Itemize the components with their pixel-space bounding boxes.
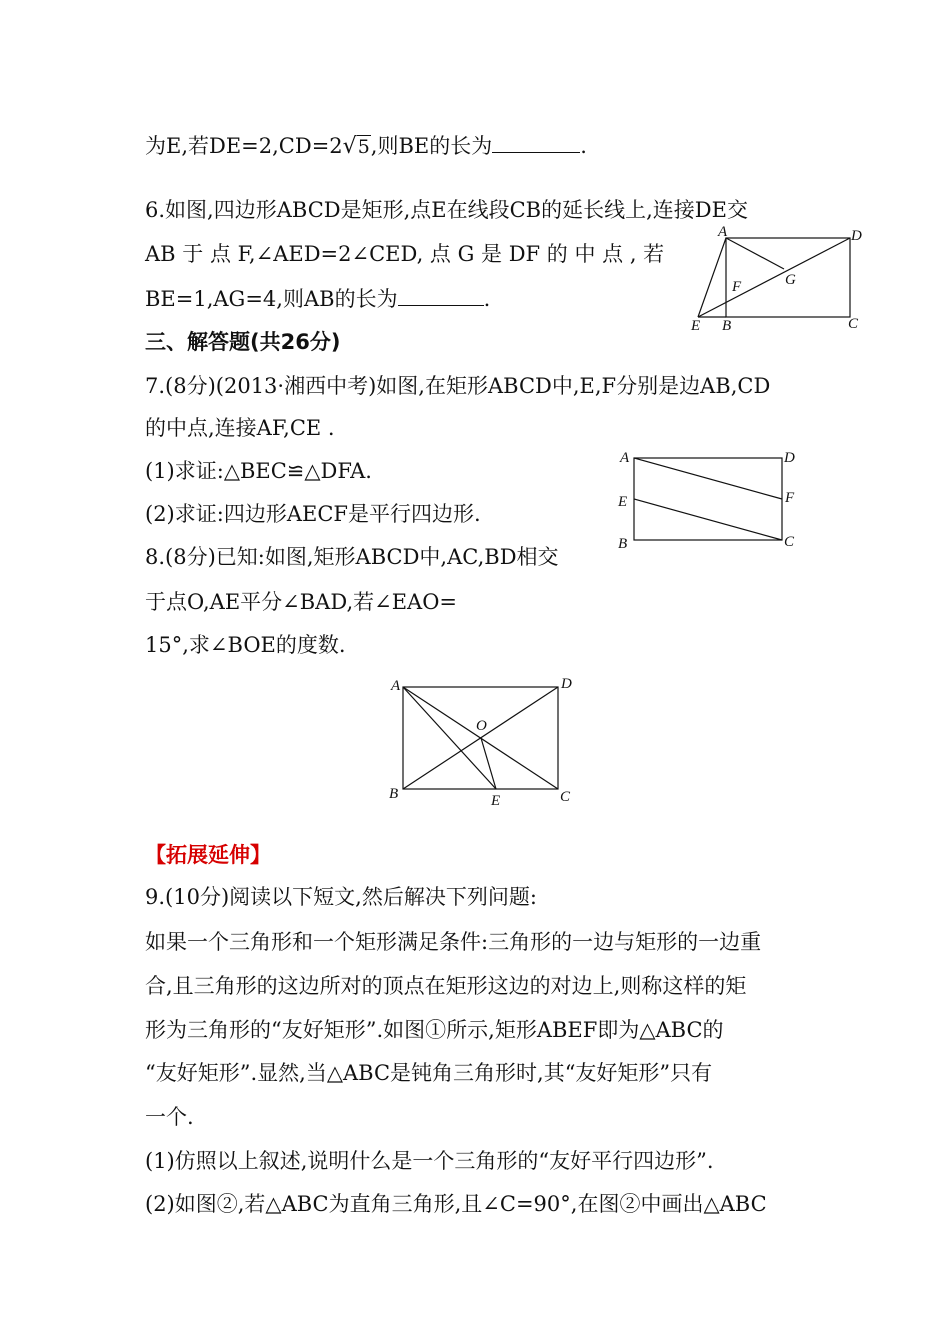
q7-figure bbox=[612, 444, 808, 554]
sqrt-symbol: √5 bbox=[342, 134, 370, 159]
q6-label-a: A bbox=[718, 224, 728, 240]
q8-figure bbox=[384, 672, 584, 812]
q6-segment-ed bbox=[698, 238, 850, 317]
q8-label-b: B bbox=[389, 786, 399, 802]
q9-line3: 合,且三角形的这边所对的顶点在矩形这边的对边上,则称这样的矩 bbox=[145, 974, 747, 998]
q9-line6: 一个. bbox=[145, 1105, 194, 1129]
q7-label-c: C bbox=[784, 534, 795, 550]
q6-answer-blank[interactable] bbox=[398, 285, 484, 306]
q7-label-e: E bbox=[618, 494, 628, 510]
q7-segment-ec bbox=[634, 499, 782, 540]
q7-label-a: A bbox=[620, 450, 630, 466]
q8-segment-ae bbox=[403, 687, 496, 789]
q5-line: 为E,若DE=2,CD=2√5,则BE的长为 . bbox=[145, 134, 587, 159]
q9-line2: 如果一个三角形和一个矩形满足条件:三角形的一边与矩形的一边重 bbox=[145, 930, 762, 954]
q5-text-b: ,则BE的长为 bbox=[370, 134, 493, 158]
q8-label-a: A bbox=[391, 678, 401, 694]
q9-part2: (2)如图②,若△ABC为直角三角形,且∠C=90°,在图②中画出△ABC bbox=[145, 1192, 767, 1216]
q6-line3: BE=1,AG=4,则AB的长为 . bbox=[145, 287, 491, 311]
q8-line2: 于点O,AE平分∠BAD,若∠EAO= bbox=[145, 590, 458, 614]
q8-label-e: E bbox=[491, 793, 501, 809]
q7-label-d: D bbox=[784, 450, 795, 466]
q6-label-e: E bbox=[691, 318, 701, 334]
q6-label-f: F bbox=[732, 279, 742, 295]
q7-line1: 7.(8分)(2013·湘西中考)如图,在矩形ABCD中,E,F分别是边AB,CD bbox=[145, 374, 771, 398]
q6-line2: AB 于 点 F,∠AED=2∠CED, 点 G 是 DF 的 中 点 , 若 bbox=[145, 242, 665, 266]
q6-label-g: G bbox=[785, 272, 796, 288]
q7-label-b: B bbox=[618, 536, 628, 552]
q7-part2: (2)求证:四边形AECF是平行四边形. bbox=[145, 502, 481, 526]
q6-segment-ag bbox=[726, 238, 784, 269]
q7-rect-abcd bbox=[634, 458, 782, 540]
extension-tag: 【拓展延伸】 bbox=[145, 843, 271, 867]
q8-line3: 15°,求∠BOE的度数. bbox=[145, 633, 346, 657]
q9-line4: 形为三角形的“友好矩形”.如图①所示,矩形ABEF即为△ABC的 bbox=[145, 1018, 724, 1042]
q5-text-a: 为E,若DE=2,CD=2 bbox=[145, 134, 343, 158]
q8-label-o: O bbox=[476, 718, 487, 734]
q6-label-b: B bbox=[722, 318, 732, 334]
q6-line1: 6.如图,四边形ABCD是矩形,点E在线段CB的延长线上,连接DE交 bbox=[145, 198, 748, 222]
q7-line2: 的中点,连接AF,CE . bbox=[145, 416, 335, 440]
q5-answer-blank[interactable] bbox=[492, 132, 580, 153]
q9-line5: “友好矩形”.显然,当△ABC是钝角三角形时,其“友好矩形”只有 bbox=[145, 1061, 713, 1085]
q9-part1: (1)仿照以上叙述,说明什么是一个三角形的“友好平行四边形”. bbox=[145, 1149, 714, 1173]
q6-label-d: D bbox=[851, 228, 862, 244]
section3-heading: 三、解答题(共26分) bbox=[145, 330, 341, 354]
q9-line1: 9.(10分)阅读以下短文,然后解决下列问题: bbox=[145, 885, 537, 909]
q6-label-c: C bbox=[848, 316, 859, 332]
q8-label-c: C bbox=[560, 789, 571, 805]
q7-part1: (1)求证:△BEC≌△DFA. bbox=[145, 459, 372, 483]
q7-segment-af bbox=[634, 458, 782, 499]
q8-line1: 8.(8分)已知:如图,矩形ABCD中,AC,BD相交 bbox=[145, 545, 559, 569]
q8-label-d: D bbox=[561, 676, 572, 692]
q7-label-f: F bbox=[785, 490, 795, 506]
q6-figure bbox=[688, 224, 868, 336]
